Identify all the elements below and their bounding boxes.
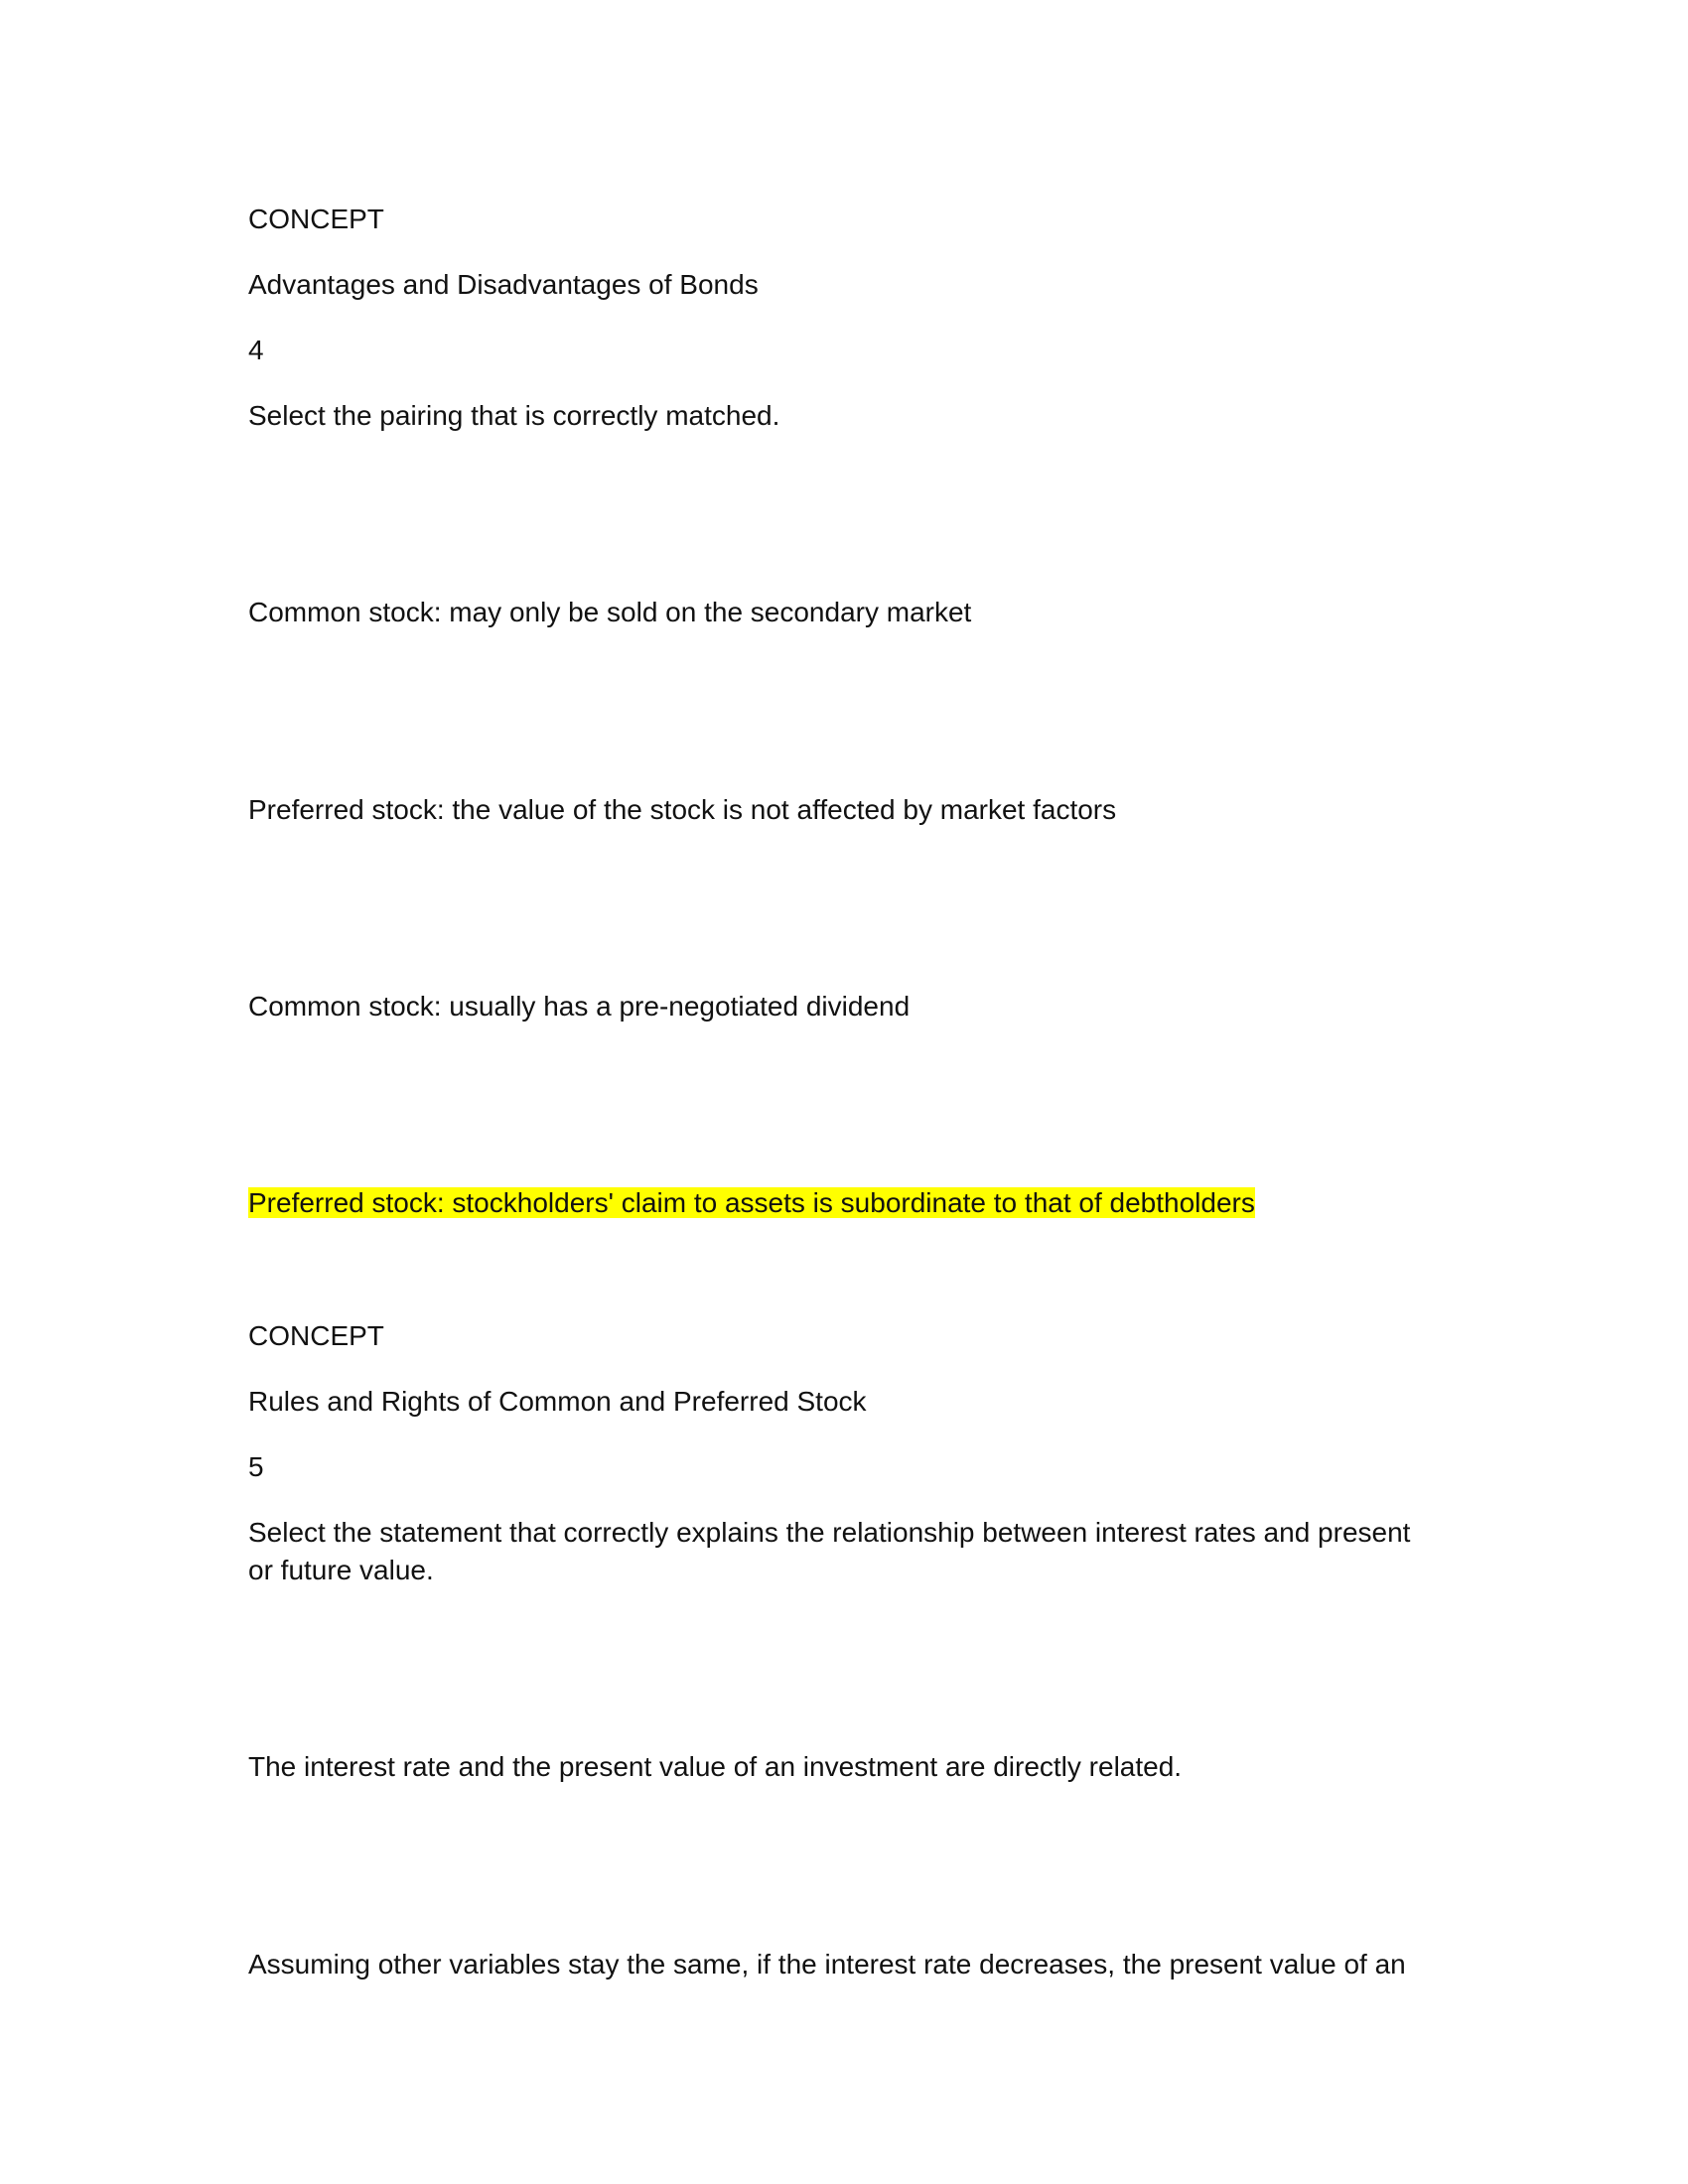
concept-label: CONCEPT — [248, 1320, 384, 1351]
question-number: 5 — [248, 1451, 264, 1482]
concept-title: Rules and Rights of Common and Preferred Stock — [248, 1386, 867, 1417]
question-text: Select the pairing that is correctly matched. — [248, 400, 780, 431]
answer-option: Assuming other variables stay the same, if the interest rate decreases, the present value of an — [248, 1949, 1406, 1979]
answer-option: Preferred stock: the value of the stock is not affected by market factors — [248, 794, 1117, 825]
correct-answer-highlight: Preferred stock: stockholders' claim to assets is subordinate to that of debtholders — [248, 1187, 1255, 1218]
answer-option-highlighted — [248, 1184, 1255, 1222]
question-text: Select the statement that correctly explains the relationship between interest rates and present or future value. — [248, 1517, 1411, 1585]
question-number: 4 — [248, 335, 264, 365]
answer-option: Common stock: may only be sold on the secondary market — [248, 597, 972, 627]
answer-option: Common stock: usually has a pre-negotiated dividend — [248, 991, 911, 1022]
answer-option: The interest rate and the present value of an investment are directly related. — [248, 1751, 1183, 1782]
concept-title: Advantages and Disadvantages of Bonds — [248, 269, 759, 300]
concept-label: CONCEPT — [248, 204, 384, 234]
